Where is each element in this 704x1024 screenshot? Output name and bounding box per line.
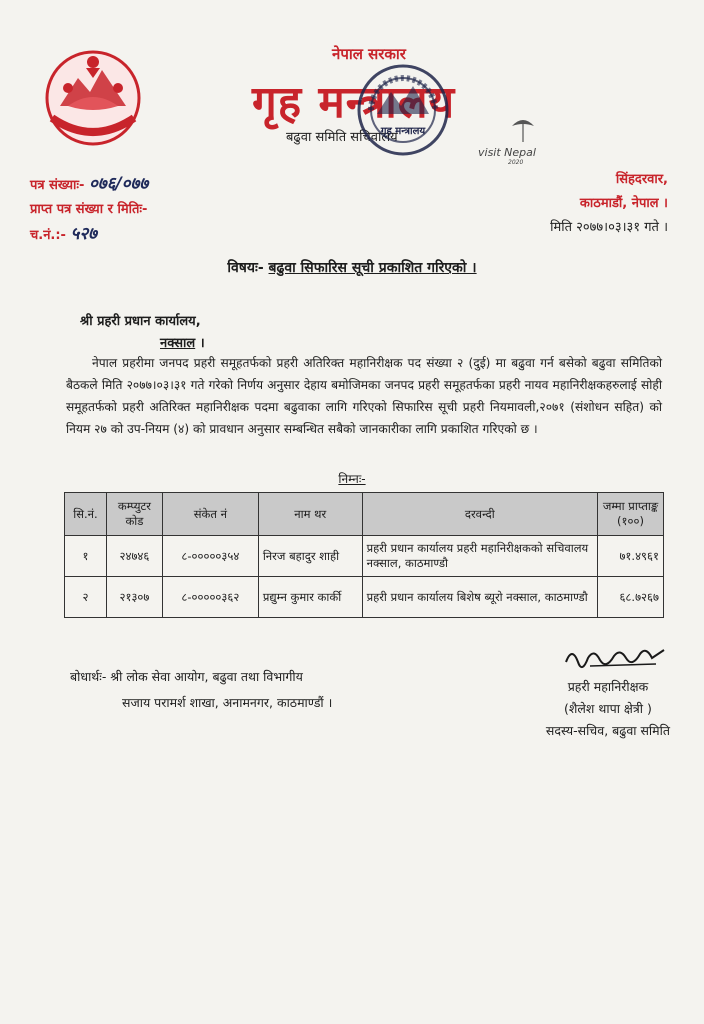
- cell-sn: २: [65, 577, 107, 618]
- cell-score: ६८.७२६७: [598, 577, 664, 618]
- chalani-number: [30, 222, 148, 248]
- ministry-title: गृह मन्त्रालय: [252, 77, 456, 128]
- list-heading: निम्नः-: [338, 472, 366, 486]
- cell-darbandi: प्रहरी प्रधान कार्यालय बिशेष ब्यूरो नक्साल, काठमाण्डौ: [362, 577, 597, 618]
- patra-label: पत्र संख्याः-: [30, 178, 85, 193]
- notice-line-1: बोधार्थः- श्री लोक सेवा आयोग, बढुवा तथा विभागीय: [70, 669, 303, 684]
- visit-nepal-year: 2020: [508, 159, 524, 166]
- copy-to-notice: [70, 664, 332, 716]
- subject-text: बढुवा सिफारिस सूची प्रकाशित गरिएको ।: [268, 260, 477, 276]
- table-header-row: [65, 493, 664, 536]
- cell-name: निरज बहादुर शाही: [258, 536, 362, 577]
- header-code: कम्प्युटर कोड: [106, 493, 162, 536]
- table-row: [65, 536, 664, 577]
- visit-nepal-text: visit Nepal: [478, 146, 536, 159]
- signer-title: प्रहरी महानिरीक्षक: [567, 679, 649, 694]
- cell-name: प्रद्युम्न कुमार कार्की: [258, 577, 362, 618]
- address-line-1: सिंहदरवार,: [615, 172, 668, 187]
- patra-value: ०७६/०७७: [88, 174, 149, 194]
- visit-nepal-logo-icon: [508, 112, 538, 148]
- signer-block: [546, 676, 670, 742]
- patra-sankhya: [30, 172, 148, 198]
- government-name: नेपाल सरकार: [332, 45, 406, 63]
- cell-code: २१३०७: [106, 577, 162, 618]
- subject-line: [0, 258, 704, 277]
- recipient-place: नक्साल: [160, 336, 196, 351]
- committee-name: बढुवा समिति सचिवालय: [286, 130, 398, 145]
- stamp-text: गृह मन्त्रालय: [380, 126, 426, 137]
- office-address: [580, 168, 668, 216]
- letter-date: मिति २०७७।०३।३१ गते ।: [550, 220, 668, 235]
- recipient-line-2: [160, 333, 205, 351]
- cell-sanket: ८-०००००३५४: [162, 536, 258, 577]
- table-row: [65, 577, 664, 618]
- nepal-emblem-icon: [38, 48, 148, 148]
- notice-line-2: सजाय परामर्श शाखा, अनामनगर, काठमाण्डौं ।: [122, 695, 333, 710]
- recipient-line-1: श्री प्रहरी प्रधान कार्यालय,: [80, 314, 201, 329]
- header-darbandi: दरवन्दी: [362, 493, 597, 536]
- letter-body: नेपाल प्रहरीमा जनपद प्रहरी समूहतर्फको प्रहरी अतिरिक्त महानिरीक्षक पद संख्या २ (दुई) मा बढुवा गर्न बसेको बढुवा समितिको बैठकले मिति २०७७।०३।३१ गते गरेको निर्णय अनुसार देहाय बमोजिमका जनपद प्रहरी समूहतर्फका प्रहरी नायव महानिरीक्षकहरुलाई सोही समूहतर्फको प्रहरी अतिरिक्त महानिरीक्षक पदमा बढुवाका लागि गरिएको सिफारिस सूची प्रहरी नियमावली,२०७१ (संशोधन सहित) को नियम २७ को उप-नियम (४) को प्रावधान अनुसार सम्बन्धित सबैको जानकारीका लागि प्रकाशित गरिएको छ ।: [66, 356, 662, 436]
- signer-name: (शैलेश थापा क्षेत्री ): [564, 701, 652, 716]
- reference-block: [30, 172, 148, 248]
- cell-sn: १: [65, 536, 107, 577]
- cell-score: ७१.४९६१: [598, 536, 664, 577]
- chalani-label: च.नं.:-: [30, 228, 66, 243]
- recommendation-table: [64, 492, 664, 618]
- recipient-end: ।: [195, 336, 205, 351]
- cell-code: २४७४६: [106, 536, 162, 577]
- subject-label: विषयः-: [227, 260, 264, 276]
- chalani-value: ५२७: [70, 224, 98, 244]
- prapta-patra: प्राप्त पत्र संख्या र मितिः-: [30, 202, 148, 217]
- address-line-2: काठमाडौं, नेपाल ।: [579, 196, 668, 211]
- cell-sanket: ८-०००००३६२: [162, 577, 258, 618]
- header-score: जम्मा प्राप्ताङ्क (१००): [598, 493, 664, 536]
- header-name: नाम थर: [258, 493, 362, 536]
- signature-icon: [560, 640, 670, 680]
- visit-nepal-logo: [478, 146, 536, 166]
- cell-darbandi: प्रहरी प्रधान कार्यालय प्रहरी महानिरीक्षकको सचिवालय नक्साल, काठमाण्डौ: [362, 536, 597, 577]
- header-sanket: संकेत नं: [162, 493, 258, 536]
- header-sn: सि.नं.: [65, 493, 107, 536]
- signer-role: सदस्य-सचिव, बढुवा समिति: [545, 723, 670, 738]
- ministry-stamp-icon: [355, 62, 451, 158]
